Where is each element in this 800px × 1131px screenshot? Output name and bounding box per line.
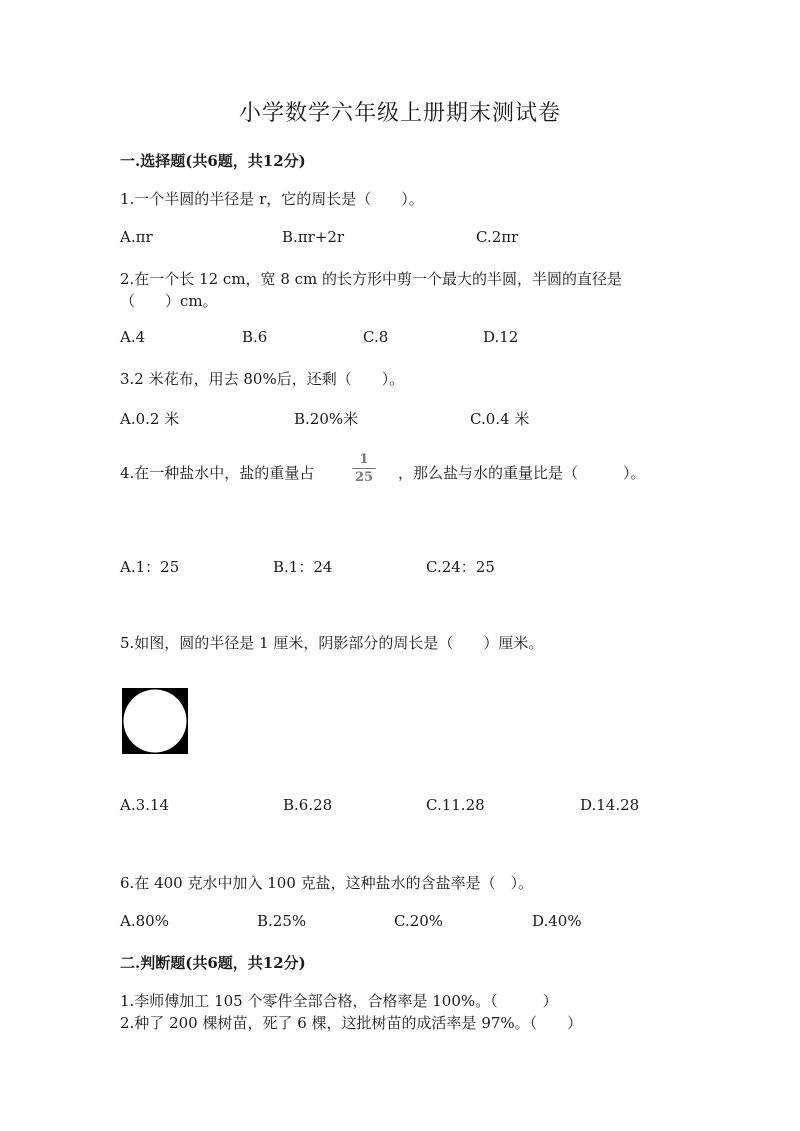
question-3-option-a: A.0.2 米 bbox=[120, 410, 180, 428]
question-6-option-d: D.40% bbox=[532, 912, 582, 930]
question-1-option-c: C.2πr bbox=[476, 228, 519, 246]
question-6-option-b: B.25% bbox=[257, 912, 307, 930]
section-heading-choice: 一.选择题(共6题，共12分) bbox=[120, 152, 306, 170]
question-4-option-c: C.24：25 bbox=[426, 558, 495, 576]
question-6-option-a: A.80% bbox=[120, 912, 169, 930]
question-2-stem-line2: （ ）cm。 bbox=[120, 292, 218, 310]
question-3-stem: 3.2 米花布，用去 80%后，还剩（ ）。 bbox=[120, 370, 405, 388]
question-4-option-a: A.1：25 bbox=[120, 558, 180, 576]
question-5-option-d: D.14.28 bbox=[580, 796, 640, 814]
question-5-stem: 5.如图，圆的半径是 1 厘米，阴影部分的周长是（ ）厘米。 bbox=[120, 634, 544, 652]
question-3-option-b: B.20%米 bbox=[294, 410, 359, 428]
fraction-denominator: 25 bbox=[354, 470, 374, 485]
question-2-option-a: A.4 bbox=[120, 328, 146, 346]
section-heading-true-false: 二.判断题(共6题，共12分) bbox=[120, 954, 306, 972]
question-4-stem-after: ，那么盐与水的重量比是（ ）。 bbox=[398, 464, 646, 482]
question-2-option-c: C.8 bbox=[363, 328, 389, 346]
fraction-one-twenty-fifth bbox=[350, 452, 378, 485]
true-false-item-2: 2.种了 200 棵树苗，死了 6 棵，这批树苗的成活率是 97%。（ ） bbox=[120, 1014, 583, 1032]
question-4-option-b: B.1：24 bbox=[273, 558, 333, 576]
question-5-option-b: B.6.28 bbox=[283, 796, 333, 814]
question-6-option-c: C.20% bbox=[394, 912, 444, 930]
question-6-stem: 6.在 400 克水中加入 100 克盐，这种盐水的含盐率是（ ）。 bbox=[120, 874, 534, 892]
question-2-stem-line1: 2.在一个长 12 cm，宽 8 cm 的长方形中剪一个最大的半圆，半圆的直径是 bbox=[120, 270, 623, 288]
question-1-stem: 1.一个半圆的半径是 r，它的周长是（ ）。 bbox=[120, 190, 424, 208]
question-1-option-a: A.πr bbox=[120, 228, 153, 246]
fraction-numerator: 1 bbox=[359, 452, 369, 467]
fraction-bar bbox=[352, 468, 376, 469]
question-2-option-b: B.6 bbox=[242, 328, 268, 346]
true-false-item-1: 1.李师傅加工 105 个零件全部合格，合格率是 100%。（ ） bbox=[120, 992, 558, 1010]
white-circle bbox=[124, 690, 187, 753]
question-5-option-c: C.11.28 bbox=[426, 796, 485, 814]
question-1-option-b: B.πr+2r bbox=[282, 228, 345, 246]
question-2-option-d: D.12 bbox=[483, 328, 519, 346]
question-4-stem-before: 4.在一种盐水中，盐的重量占 bbox=[120, 464, 315, 482]
question-5-option-a: A.3.14 bbox=[120, 796, 169, 814]
page-title: 小学数学六年级上册期末测试卷 bbox=[238, 101, 561, 126]
square-with-inscribed-circle-figure bbox=[122, 688, 188, 754]
question-3-option-c: C.0.4 米 bbox=[470, 410, 530, 428]
